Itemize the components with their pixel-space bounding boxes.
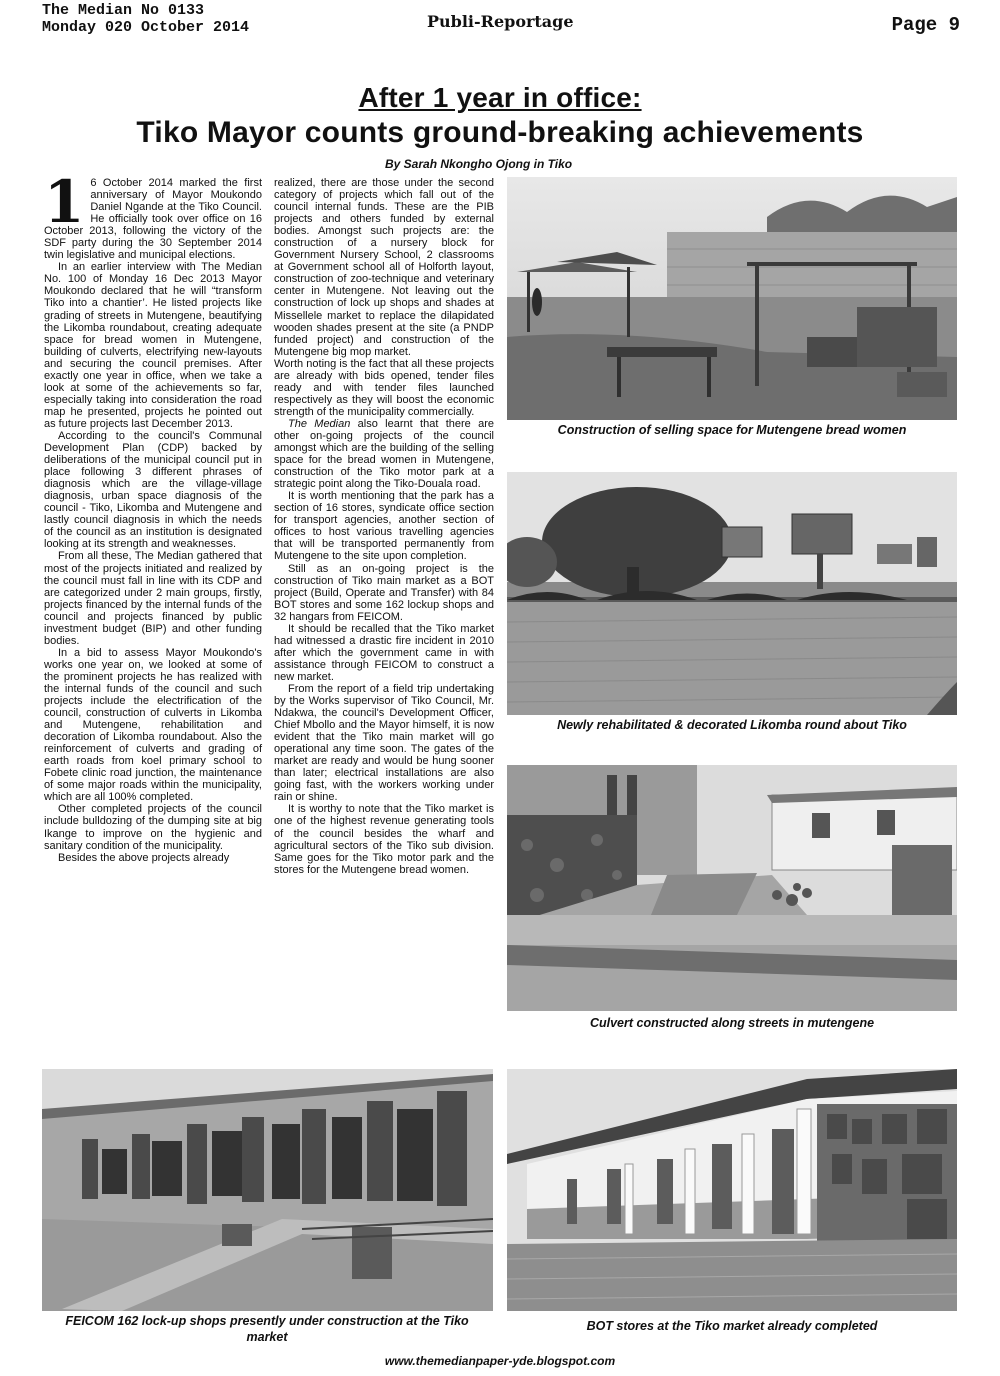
photo-bread-women-stalls	[507, 177, 957, 420]
paragraph: Besides the above projects already	[58, 851, 230, 864]
newspaper-name-emphasis: The Median	[288, 417, 351, 430]
photo-feicom-lockup-shops	[42, 1069, 493, 1311]
page-number: Page 9	[891, 14, 960, 36]
photo-likomba-roundabout-image	[507, 472, 957, 715]
masthead-issue-block	[42, 2, 249, 36]
paragraph: The Median also learnt that there are other on-going projects of the council amongst which are the building of the selling space for the bread women in Mutengene, construction of the Tiko motor park at a strategic point along the Tiko-Douala road.	[274, 417, 494, 491]
photo-culvert-mutengene-image	[507, 765, 957, 1011]
paragraph: It should be recalled that the Tiko market had witnessed a drastic fire incident in 2010 after which the government came in with assistance through FEICOM to construct a new market.	[274, 622, 494, 683]
caption-culvert-mutengene: Culvert constructed along streets in mutengene	[589, 1016, 875, 1030]
section-label: Publi-Reportage	[427, 12, 574, 31]
masthead	[42, 2, 960, 40]
paragraph: In a bid to assess Mayor Moukondo's works one year on, we looked at some of the prominent projects he has realized with the internal funds of the council and such projects include the electrification of the council, construction of culverts in Likomba and Mutengene, rehabilitation and decoration of Likomba roundabout. Also the reinforcement of culverts and grading of earth roads from koel primary school to Fobete clinic road junction, the maintenance of some major roads within the municipality, which are all 100% completed.	[44, 646, 262, 804]
paragraph: Worth noting is the fact that all these projects are already with bids opened, tender files ready and with tender files launched respectively as they will boost the economic strength of the municipality commercially.	[274, 357, 494, 418]
paragraph: According to the council's Communal Development Plan (CDP) backed by deliberations of the municipal council put in place following 3 different phrases of diagnosis which are the village-village diagnosis, urban space diagnosis of the council - Tiko, Likomba and Mutengene and lastly council diagnosis in which the needs of the council as an institution is designated looking at its strength and weaknesses.	[44, 429, 262, 551]
article-byline: By Sarah Nkongho Ojong in Tiko	[385, 157, 573, 171]
article-column-1	[44, 168, 262, 1057]
paragraph: 6 October 2014 marked the first anniversary of Mayor Moukondo Daniel Ngande at the Tiko Council. He officially took over office on 16 October 2013, following the victory of the SDF party during the 30 September 2014 twin legislative and municipal elections.	[44, 177, 262, 262]
paragraph: realized, there are those under the second category of projects which fall out of the council internal funds. These are the PIB projects and others funded by external bodies. Amongst such projects are: the construction of a nursery block for Government Nursery School, 2 classrooms at Government school all of Holforth layout, construction of zoo-technique and veterinary center in Mutengene. Not leaving out the construction of lock up shops and shades at Missellele market to replace the dilapidated wooden shades present at the site (a PNDP funded project) and construction of the Mutengene big mop market.	[274, 177, 494, 358]
caption-bread-women-stalls: Construction of selling space for Mutengene bread women	[557, 423, 907, 437]
caption-feicom-lockup-shops: FEICOM 162 lock-up shops presently under construction at the Tiko market	[65, 1314, 469, 1344]
footer-url: www.themedianpaper-yde.blogspot.com	[384, 1354, 616, 1368]
photo-culvert-mutengene	[507, 765, 957, 1011]
caption-likomba-roundabout: Newly rehabilitated & decorated Likomba round about Tiko	[557, 718, 907, 732]
paragraph: From all these, The Median gathered that most of the projects initiated and realized by the council must fall in line with its CDP and are categorized under 2 main groups, firstly, projects financed by the internal funds of the council and projects financed by public investment budget (BIP) and other funding bodies.	[44, 550, 262, 647]
issue-date: Monday 020 October 2014	[42, 19, 250, 36]
paragraph: Other completed projects of the council include bulldozing of the dumping site at big Ikange to improve on the hygienic and sanitary condition of the municipality.	[44, 803, 262, 852]
drop-cap: 1	[44, 168, 85, 236]
photo-bread-women-stalls-image	[507, 177, 957, 420]
article-column-2	[274, 177, 494, 1067]
photo-feicom-lockup-shops-image	[42, 1069, 493, 1311]
photo-bot-stores-image	[507, 1069, 957, 1311]
caption-bot-stores: BOT stores at the Tiko market already completed	[586, 1319, 878, 1333]
paragraph: From the report of a field trip undertaking by the Works supervisor of Tiko Council, Mr. Ndakwa, the council's Development Officer, Chief Mbollo and the Mayor himself, it is now evident that the Tiko main market will go operational any time soon. The gates of the market are ready and would be hung sooner than later; electrical installations are also going fast, with the workers working under rain or shine.	[274, 682, 494, 804]
paragraph: In an earlier interview with The Median No. 100 of Monday 16 Dec 2013 Mayor Moukondo declared that he will “transform Tiko into a chantier’. He listed projects like grading of streets in Mutengene, beautifying the Likomba roundabout, creating adequate space for bread women in Mutengene, building of culverts, electrifying new-layouts and securing the council premises. After exactly one year in office, when we take a look at some of the achievements so far, especially taking into consideration the road map he presented, projects he pointed out as future projects last December 2013.	[44, 261, 262, 430]
paragraph: It is worth mentioning that the park has a section of 16 stores, syndicate office section for transport agencies, another section of offices to host various travelling agencies that will be transported permanently from Mutengene to the site upon completion.	[274, 490, 494, 563]
paragraph: Still as an on-going project is the construction of Tiko main market as a BOT project (Build, Operate and Transfer) with 84 BOT stores and some 162 lockup shops and 32 hangars from FEICOM.	[274, 562, 494, 623]
issue-number: The Median No 0133	[42, 2, 205, 19]
photo-bot-stores	[507, 1069, 957, 1311]
article-headline: Tiko Mayor counts ground-breaking achievements	[136, 116, 864, 149]
photo-likomba-roundabout	[507, 472, 957, 715]
article-kicker: After 1 year in office:	[358, 82, 642, 113]
paragraph: It is worthy to note that the Tiko market is one of the highest revenue generating tools of the council besides the wharf and agricultural sectors of the Tiko sub division. Same goes for the Tiko motor park and the stores for the Mutengene bread women.	[274, 803, 494, 876]
